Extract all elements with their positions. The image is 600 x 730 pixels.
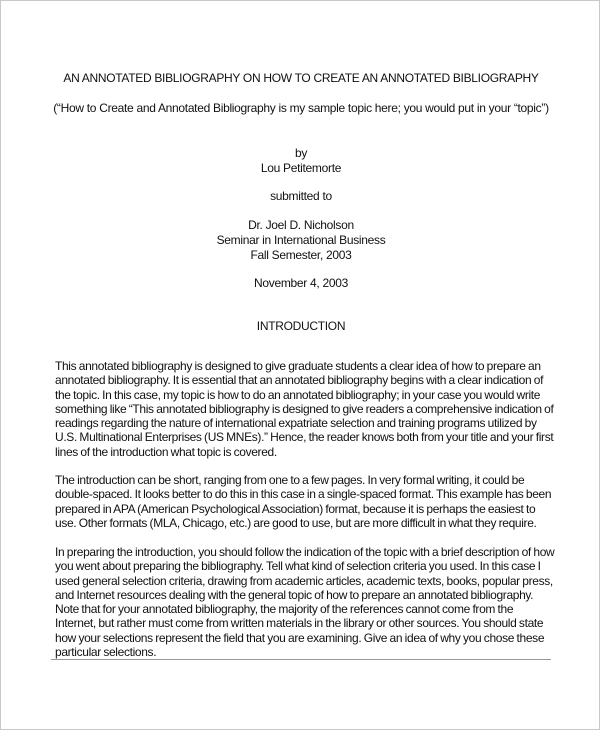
paragraph: In preparing the introduction, you should follow the indication of the topic with a brief description of how you went about preparing the bibliography. Tell what kind of selection criteria you used. In this case I used general selection criteria, drawing from academic articles, academic texts, books, popular press, and Internet resources dealing with the general topic of how to prepare an annotated bibliography. Note that for your annotated bibliography, the majority of the references cannot come from the Internet, but rather must come from written materials in the library or other sources. You should state how your selections represent the field that you are examining. Give an idea of why you chose these particular selections.: [55, 545, 555, 660]
paragraph: This annotated bibliography is designed to give graduate students a clear idea of how to prepare an annotated bibliography. It is essential that an annotated bibliography begins with a clear indication of the topic. In this case, my topic is how to do an annotated bibliography; in your case you would write something like “This annotated bibliography is designed to give readers a comprehensive indication of readings regarding the nature of international expatriate selection and training programs utilized by U.S. Multinational Enterprises (US MNEs).” Hence, the reader knows both from your title and your first lines of the introduction what topic is covered.: [55, 359, 554, 459]
submitted-to-label: submitted to: [270, 189, 332, 203]
course-name: Seminar in International Business: [216, 233, 386, 247]
document-title: AN ANNOTATED BIBLIOGRAPHY ON HOW TO CREATE AN ANNOTATED BIBLIOGRAPHY: [63, 71, 539, 85]
professor-name: Dr. Joel D. Nicholson: [248, 218, 354, 232]
document-subtitle: (“How to Create and Annotated Bibliography is my sample topic here; you would put in your “topic”): [53, 101, 549, 115]
document-date: November 4, 2003: [254, 276, 348, 290]
paragraph: The introduction can be short, ranging from one to a few pages. In very formal writing, it could be double-spaced. It looks better to do this in this case in a single-spaced format. This example has been prepared in APA (American Psychological Association) format, because it is perhaps the easiest to use. Other formats (MLA, Chicago, etc.) are good to use, but are more difficult in what they require.: [55, 473, 552, 530]
semester: Fall Semester, 2003: [250, 248, 352, 262]
author-name: Lou Petitemorte: [260, 161, 342, 175]
horizontal-rule: [51, 659, 551, 660]
section-heading: INTRODUCTION: [256, 319, 346, 333]
by-label: by: [294, 146, 308, 160]
